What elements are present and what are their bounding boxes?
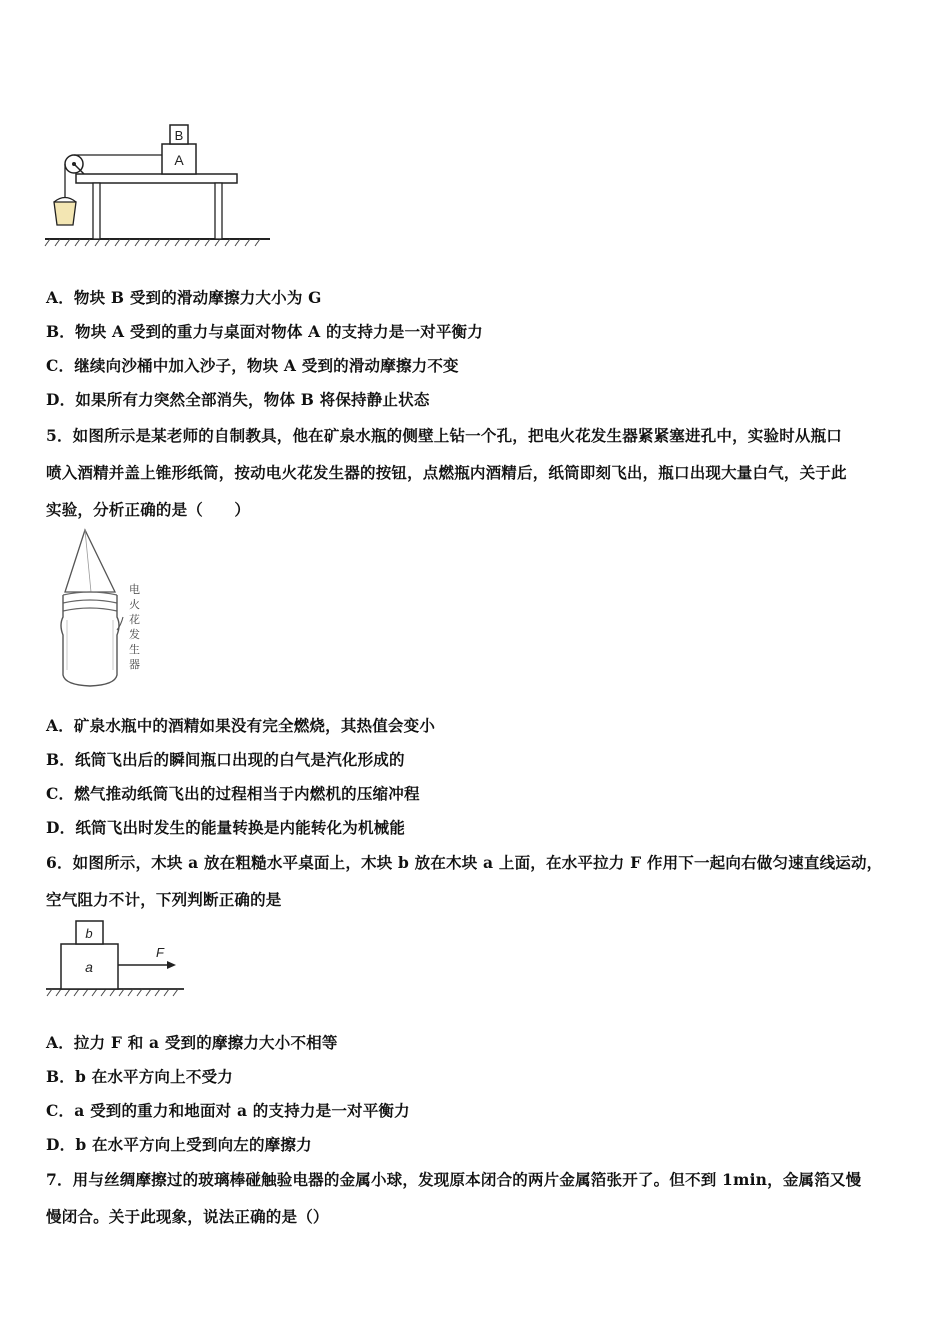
- q6-stem-line-1: 6．如图所示，木块 a 放在粗糙水平桌面上，木块 b 放在木块 a 上面，在水平拉力 F 作用下一起向右做匀速直线运动，: [46, 853, 883, 872]
- q5-option-a: A．矿泉水瓶中的酒精如果没有完全燃烧，其热值会变小: [46, 716, 436, 735]
- fig-label-char-3: 花: [129, 614, 140, 626]
- fig-label-char-4: 发: [129, 629, 140, 641]
- fig-label-char-2: 火: [129, 599, 140, 611]
- q6-option-d: D．b 在水平方向上受到向左的摩擦力: [46, 1135, 312, 1154]
- q6-stem-line-2: 空气阻力不计，下列判断正确的是: [46, 890, 282, 909]
- q5-option-d: D．纸筒飞出时发生的能量转换是内能转化为机械能: [46, 818, 406, 837]
- q6-option-c: C．a 受到的重力和地面对 a 的支持力是一对平衡力: [46, 1101, 410, 1120]
- fig-label-char-6: 器: [129, 659, 140, 671]
- q4-option-a: A．物块 B 受到的滑动摩擦力大小为 G: [46, 288, 322, 307]
- force-label: F: [156, 945, 164, 960]
- fig-label-char-5: 生: [129, 644, 140, 656]
- q4-option-c: C．继续向沙桶中加入沙子，物块 A 受到的滑动摩擦力不变: [46, 356, 459, 375]
- figure-bottle-spark: [55, 525, 155, 695]
- q6-option-b: B．b 在水平方向上不受力: [46, 1067, 233, 1086]
- block-a-label: a: [85, 959, 93, 975]
- q7-stem-line-1: 7．用与丝绸摩擦过的玻璃棒碰触验电器的金属小球，发现原本闭合的两片金属箔张开了。但不到 1min，金属箔又慢: [46, 1170, 862, 1189]
- figure-table-pulley: [40, 115, 280, 250]
- q5-stem-line-2: 喷入酒精并盖上锥形纸筒，按动电火花发生器的按钮，点燃瓶内酒精后，纸筒即刻飞出，瓶口出现大量白气，关于此: [46, 463, 847, 482]
- q5-stem-line-1: 5．如图所示是某老师的自制教具，他在矿泉水瓶的侧壁上钻一个孔，把电火花发生器紧紧塞进孔中，实验时从瓶口: [46, 426, 842, 445]
- block-a-label: A: [174, 152, 184, 168]
- q6-option-a: A．拉力 F 和 a 受到的摩擦力大小不相等: [46, 1033, 338, 1052]
- block-b-label: b: [85, 926, 93, 941]
- block-b-label: B: [174, 128, 184, 143]
- q7-stem-line-2: 慢闭合。关于此现象，说法正确的是（）: [46, 1207, 329, 1226]
- q5-stem-line-3: 实验，分析正确的是（ ）: [46, 500, 251, 519]
- q4-option-b: B．物块 A 受到的重力与桌面对物体 A 的支持力是一对平衡力: [46, 322, 483, 341]
- figure-blocks-force: [42, 915, 192, 1005]
- q5-option-b: B．纸筒飞出后的瞬间瓶口出现的白气是汽化形成的: [46, 750, 405, 769]
- fig-label-char-1: 电: [129, 584, 140, 596]
- q4-option-d: D．如果所有力突然全部消失，物体 B 将保持静止状态: [46, 390, 430, 409]
- q5-option-c: C．燃气推动纸筒飞出的过程相当于内燃机的压缩冲程: [46, 784, 420, 803]
